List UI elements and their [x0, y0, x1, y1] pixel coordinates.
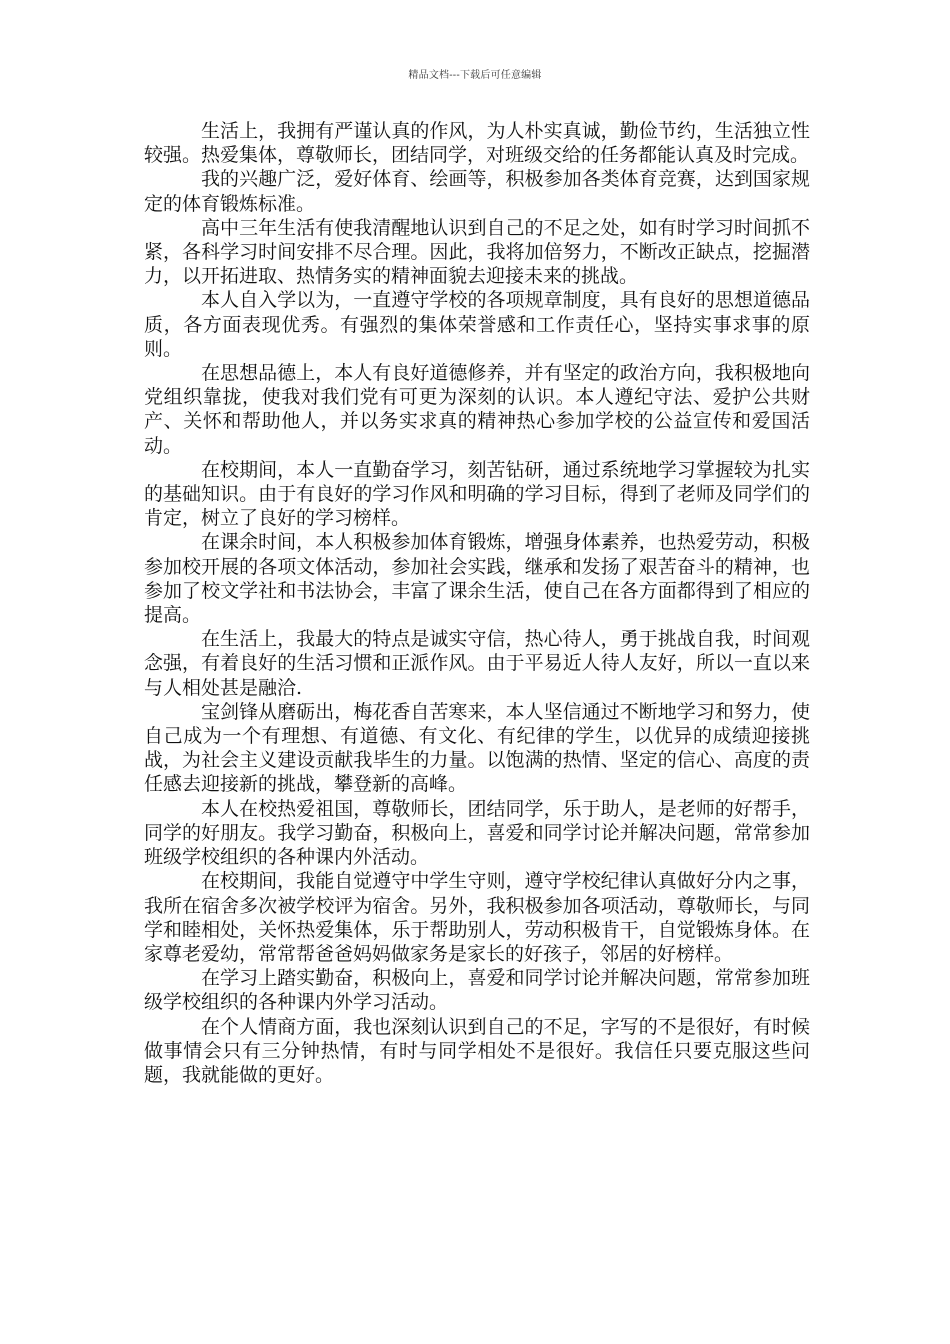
- paragraph: 我的兴趣广泛，爱好体育、绘画等，积极参加各类体育竞赛，达到国家规定的体育锻炼标准。: [144, 168, 810, 215]
- paragraph: 在校期间，我能自觉遵守中学生守则，遵守学校纪律认真做好分内之事，我所在宿舍多次被学校评为宿舍。另外，我积极参加各项活动，尊敬师长，与同学和睦相处，关怀热爱集体，乐于帮助别人，劳动积极肯干，自觉锻炼身体。在家尊老爱幼，常常帮爸爸妈妈做家务是家长的好孩子，邻居的好榜样。: [144, 870, 810, 965]
- paragraph: 在课余时间，本人积极参加体育锻炼，增强身体素养，也热爱劳动，积极参加校开展的各项文体活动，参加社会实践，继承和发扬了艰苦奋斗的精神，也参加了校文学社和书法协会，丰富了课余生活，使自己在各方面都得到了相应的提高。: [144, 531, 810, 627]
- paragraph: 在思想品德上，本人有良好道德修养，并有坚定的政治方向，我积极地向党组织靠拢，使我对我们党有可更为深刻的认识。本人遵纪守法、爱护公共财产、关怀和帮助他人，并以务实求真的精神热心参加学校的公益宣传和爱国活动。: [144, 362, 810, 457]
- paragraph: 在校期间，本人一直勤奋学习，刻苦钻研，通过系统地学习掌握较为扎实的基础知识。由于有良好的学习作风和明确的学习目标，得到了老师及同学们的肯定，树立了良好的学习榜样。: [144, 458, 810, 530]
- paragraph: 高中三年生活有使我清醒地认识到自己的不足之处，如有时学习时间抓不紧，各科学习时间安排不尽合理。因此，我将加倍努力，不断改正缺点，挖掘潜力，以开拓进取、热情务实的精神面貌去迎接未来的挑战。: [144, 216, 810, 288]
- document-body: [144, 119, 810, 1087]
- paragraph: 在个人情商方面，我也深刻认识到自己的不足，字写的不是很好，有时候做事情会只有三分钟热情，有时与同学相处不是很好。我信任只要克服这些问题，我就能做的更好。: [144, 1015, 810, 1086]
- page-header: 精品文档---下载后可任意编辑: [408, 70, 542, 81]
- paragraph: 生活上，我拥有严谨认真的作风，为人朴实真诚，勤俭节约，生活独立性较强。热爱集体，尊敬师长，团结同学，对班级交给的任务都能认真及时完成。: [144, 120, 810, 167]
- paragraph: 宝剑锋从磨砺出，梅花香自苦寒来，本人坚信通过不断地学习和努力，使自己成为一个有理想、有道德、有文化、有纪律的学生，以优异的成绩迎接挑战，为社会主义建设贡献我毕生的力量。以饱满的热情、坚定的信心、高度的责任感去迎接新的挑战，攀登新的高峰。: [144, 700, 810, 796]
- paragraph: 在学习上踏实勤奋，积极向上，喜爱和同学讨论并解决问题，常常参加班级学校组织的各种课内外学习活动。: [144, 967, 810, 1014]
- paragraph: 本人自入学以为，一直遵守学校的各项规章制度，具有良好的思想道德品质，各方面表现优秀。有强烈的集体荣誉感和工作责任心，坚持实事求事的原则。: [144, 289, 810, 360]
- paragraph: 本人在校热爱祖国，尊敬师长，团结同学，乐于助人，是老师的好帮手，同学的好朋友。我学习勤奋，积极向上，喜爱和同学讨论并解决问题，常常参加班级学校组织的各种课内外活动。: [144, 797, 810, 869]
- paragraph: 在生活上，我最大的特点是诚实守信，热心待人，勇于挑战自我，时间观念强，有着良好的生活习惯和正派作风。由于平易近人待人友好，所以一直以来与人相处甚是融洽.: [144, 628, 810, 699]
